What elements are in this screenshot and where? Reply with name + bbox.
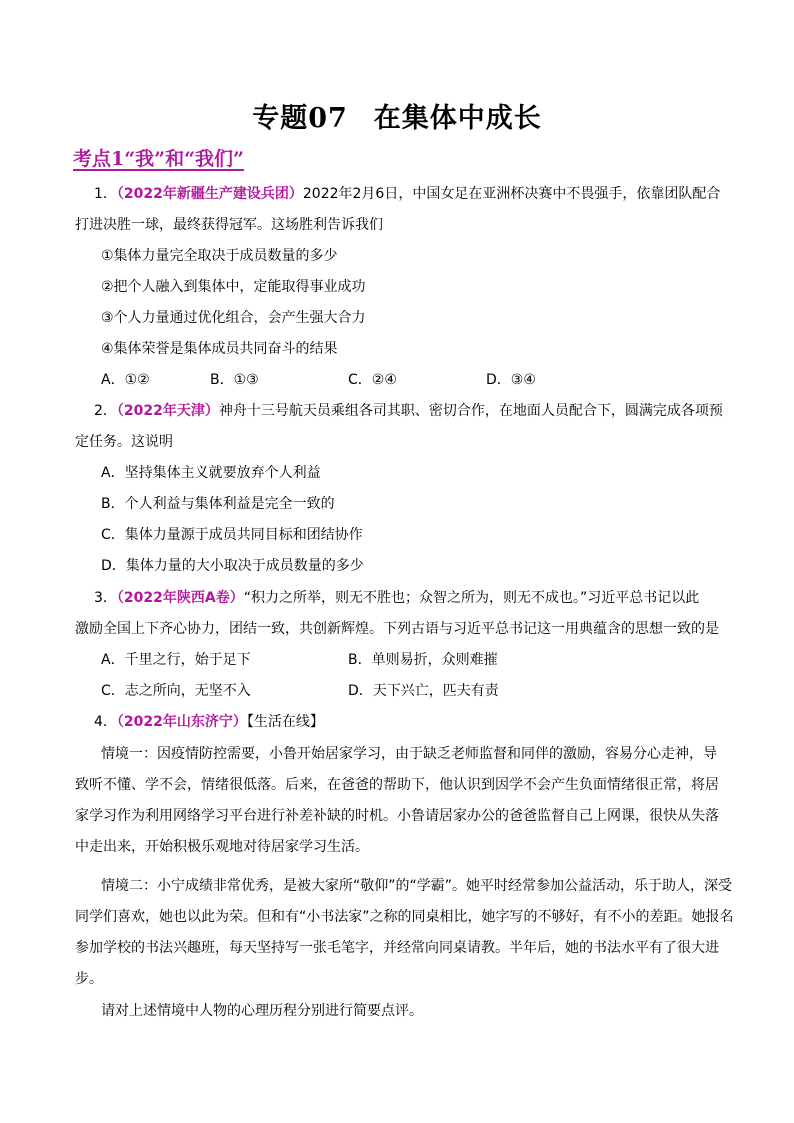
- q3-stem-line-2: 激励全国上下齐心协力，团结一致，共创新辉煌。下列古语与习近平总书记这一用典蕴含的思想一致的是: [75, 621, 719, 637]
- q2-stem-line-2: 定任务。这说明: [75, 434, 173, 450]
- q4-stem-line-1: [94, 712, 324, 732]
- q1-option-b: B．①③: [210, 372, 259, 388]
- q2-number: 2．: [94, 403, 117, 419]
- q4-scenario2-line-2: 同学们喜欢，她也以此为荣。但和有“小书法家”之称的同桌相比，她字写的不够好，有不小的差距。她报名: [75, 909, 734, 925]
- q4-scenario1-line-1: 情境一：因疫情防控需要，小鲁开始居家学习，由于缺乏老师监督和同伴的激励，容易分心走神，导: [101, 746, 717, 762]
- section-heading: 考点1“我”和“我们”: [73, 148, 244, 170]
- q1-number: 1．: [94, 186, 117, 202]
- q1-item-4: ④集体荣誉是集体成员共同奋斗的结果: [101, 341, 338, 357]
- q1-stem-line-1: [94, 184, 720, 204]
- q3-number: 3．: [94, 590, 117, 606]
- q1-source: （2022年新疆生产建设兵团）: [116, 186, 303, 202]
- q4-prompt: 请对上述情境中人物的心理历程分别进行简要点评。: [101, 1003, 423, 1019]
- q3-option-c: C．志之所向，无坚不入: [101, 683, 251, 699]
- q3-option-d: D．天下兴亡，匹夫有责: [348, 683, 499, 699]
- q3-stem-line-1: [94, 588, 699, 608]
- q1-item-2: ②把个人融入到集体中，定能取得事业成功: [101, 279, 366, 295]
- q4-scenario1-line-3: 家学习作为利用网络学习平台进行补差补缺的时机。小鲁请居家办公的爸爸监督自己上网课，很快从失落: [75, 808, 719, 824]
- q3-option-a: A．千里之行，始于足下: [101, 652, 251, 668]
- q4-scenario1-line-2: 致听不懂、学不会，情绪很低落。后来，在爸爸的帮助下，他认识到因学不会产生负面情绪很正常，将居: [75, 777, 719, 793]
- q1-item-3: ③个人力量通过优化组合，会产生强大合力: [101, 310, 366, 326]
- q2-option-b: B．个人利益与集体利益是完全一致的: [101, 496, 335, 512]
- q1-option-d: D．③④: [486, 372, 536, 388]
- q4-scenario1-line-4: 中走出来，开始积极乐观地对待居家学习生活。: [75, 839, 369, 855]
- q2-option-d: D．集体力量的大小取决于成员数量的多少: [101, 558, 364, 574]
- q1-stem-line-2: 打进决胜一球，最终获得冠军。这场胜利告诉我们: [75, 217, 383, 233]
- q2-stem-line-1: [94, 401, 723, 421]
- q4-scenario2-line-4: 步。: [75, 971, 103, 987]
- q4-scenario2-line-1: 情境二：小宁成绩非常优秀，是被大家所“敬仰”的“学霸”。她平时经常参加公益活动，乐于助人，深受: [101, 878, 733, 894]
- q1-option-a: A．①②: [101, 372, 150, 388]
- q2-source: （2022年天津）: [116, 403, 219, 419]
- q4-scenario2-line-3: 参加学校的书法兴趣班，每天坚持写一张毛笔字，并经常向同桌请教。半年后，她的书法水平有了很大进: [75, 940, 719, 956]
- title-sub: 在集体中成长: [373, 103, 542, 134]
- q4-tag: 【生活在线】: [246, 714, 324, 730]
- q1-item-1: ①集体力量完全取决于成员数量的多少: [101, 248, 338, 264]
- q2-option-a: A．坚持集体主义就要放弃个人利益: [101, 465, 321, 481]
- q1-option-c: C．②④: [348, 372, 397, 388]
- q3-option-b: B．单则易折，众则难摧: [348, 652, 498, 668]
- title-main: 专题07: [252, 103, 348, 134]
- q2-option-c: C．集体力量源于成员共同目标和团结协作: [101, 527, 363, 543]
- q4-source: （2022年山东济宁）: [116, 714, 247, 730]
- q3-stem-1: “积力之所举，则无不胜也；众智之所为，则无不成也。”习近平总书记以此: [243, 590, 700, 606]
- q3-source: （2022年陕西A卷）: [116, 590, 244, 606]
- q2-stem-1: 神舟十三号航天员乘组各司其职、密切合作，在地面人员配合下，圆满完成各项预: [218, 403, 723, 419]
- page-title: [0, 96, 794, 135]
- q4-number: 4．: [94, 714, 117, 730]
- q1-stem-1: 2022年2月6日，中国女足在亚洲杯决赛中不畏强手，依靠团队配合: [302, 186, 721, 202]
